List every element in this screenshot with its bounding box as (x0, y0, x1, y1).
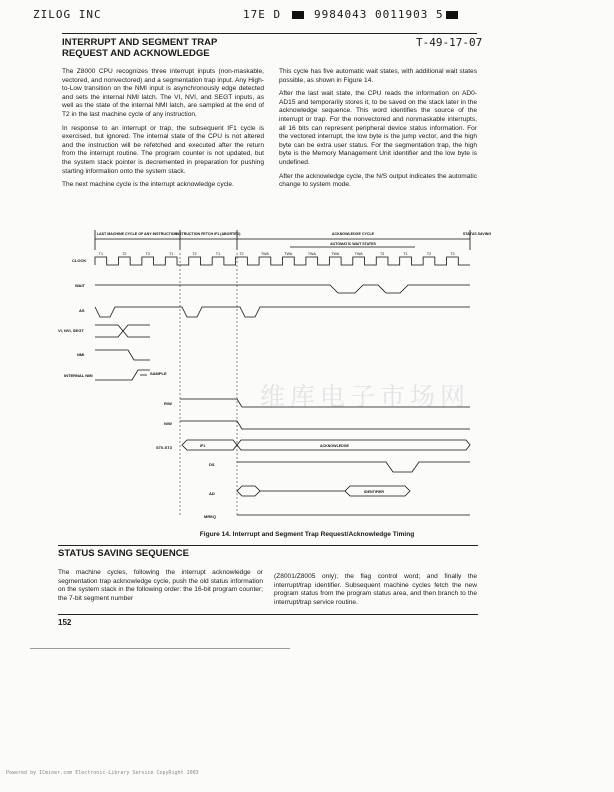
footer-copyright: Powered by ICminer.com Electronic-Library Service CopyRight 2003 (6, 770, 199, 776)
ad-id-label: IDENTIFIER (364, 490, 384, 494)
wait-waveform (95, 285, 470, 293)
status-left-text: The machine cycles, following the interrupt acknowledge or segmentation trap acknowledge cycle, push the old status information on the system stack in the following order: the 16-bit program counter; the 7-bit segment number (58, 569, 263, 602)
state-label: TWA (354, 252, 363, 256)
signal-wait: WAIT (75, 283, 85, 288)
timing-diagram (0, 225, 614, 525)
signal-rw: R/W (164, 401, 172, 406)
state-label: T1 (169, 252, 174, 256)
company-name: ZILOG INC (33, 8, 102, 21)
state-label: T2 (239, 252, 244, 256)
nmi-waveform (95, 350, 150, 360)
signal-ad: AD (209, 491, 215, 496)
signal-ds: DS (209, 462, 215, 467)
st-ack-label: ACKNOWLEDGE (320, 444, 349, 448)
state-label: TWA (284, 252, 293, 256)
state-labels (99, 252, 455, 256)
figure-caption: Figure 14. Interrupt and Segment Trap Request/Acknowledge Timing (199, 531, 415, 538)
nw-waveform (180, 421, 470, 429)
state-label: T3 (450, 252, 455, 256)
st-if-label: IF1 (200, 444, 206, 448)
as-waveform (95, 307, 470, 317)
signal-internal-nmi: INTERNAL NMI (64, 373, 93, 378)
paragraph: In response to an interrupt or trap, the subsequent IF1 cycle is exercised, but ignored. The internal state of the CPU is not altered and the instruction will be refetched and executed after the return from the interrupt routine. The program counter is not updated, but the system stack pointer is decremented in preparation for pushing starting information onto the system stack. (62, 124, 264, 175)
state-label: T3 (145, 252, 150, 256)
sample-label: SAMPLE (150, 371, 167, 376)
state-label: T2 (426, 252, 432, 256)
phase-label-ack: ACKNOWLEDGE CYCLE (331, 232, 375, 236)
state-label: T2 (122, 252, 127, 256)
signal-clock: CLOCK (72, 258, 87, 263)
signal-nw: N/W (164, 421, 172, 426)
page-number: 152 (58, 618, 72, 627)
paragraph: The next machine cycle is the interrupt acknowledge cycle. (62, 181, 234, 189)
paragraph: After the last wait state, the CPU reads the information on AD0-AD15 and temporarily stores it, to be saved on the stack later in the acknowledge sequence. This word identifies the source of the interrupt or trap. For the nonvectored and nonmaskable interrupts, all 16 bits can represent peripheral device status information. For the vectored interrupt, the low byte is the jump vector, and the high byte can be extra user status. For the segmentation trap, the high byte is the Memory Management Unit identifier and the low byte is undefined. (279, 90, 477, 166)
state-label: T1 (403, 252, 408, 256)
status-right-text: (Z8001/Z8005 only); the flag control word; and finally the interrupt/trap identifier. Subsequent machine cycles fetch the new program status from the program status area, and then branch to the interrupt/trap service routine. (274, 573, 477, 606)
state-label: T3 (379, 252, 385, 256)
right-column (279, 68, 477, 195)
paragraph: The Z8000 CPU recognizes three interrupt inputs (non-maskable, vectored, and nonvectored) and a segmentation trap input. Any High-to-Low transition on the NMI input is asynchronously edge detected and sets the internal NMI latch. The VI, NVI, and SEGT inputs, as well as the state of the internal NMI latch, are sampled at the end of T2 in the last machine cycle of any instruction. (62, 68, 264, 118)
phase-label-wait: AUTOMATIC WAIT STATES (330, 242, 376, 246)
left-column (62, 68, 264, 195)
signal-mreq: MREQ (204, 514, 216, 519)
section-rule (58, 545, 478, 546)
phase-label-fetch: INSTRUCTION FETCH IF1 (ABORTED) (175, 232, 241, 236)
state-label: TWA (260, 252, 269, 256)
paragraph: After the acknowledge cycle, the N/S output indicates the automatic change to system mode. (279, 172, 477, 189)
bar-mark (292, 11, 304, 19)
watermark: 维库电子市场网 (260, 382, 471, 411)
section-title: INTERRUPT AND SEGMENT TRAP REQUEST AND ACKNOWLEDGE (62, 37, 218, 59)
clock-waveform (95, 257, 470, 265)
cycle-boundaries (180, 253, 237, 515)
vi-waveform (95, 325, 150, 337)
scan-line (30, 648, 290, 649)
doc-code: 17E D (243, 8, 282, 21)
status-saving-title: STATUS SAVING SEQUENCE (58, 548, 189, 559)
phase-label-last: LAST MACHINE CYCLE OF ANY INSTRUCTION (96, 232, 178, 236)
state-label: TWA (331, 252, 340, 256)
signal-st: ST0-ST3 (156, 445, 173, 450)
ad-bus (237, 486, 410, 496)
signal-vi: VI, NVI, SEGT (58, 328, 84, 333)
state-label: T1 (215, 252, 221, 256)
top-rule (62, 33, 477, 34)
state-label: T1 (98, 252, 104, 256)
bottom-rule (58, 614, 478, 615)
state-label: TWA (307, 252, 316, 256)
catalog-number: 9984043 0011903 5 (314, 8, 444, 21)
signal-nmi: NMI (77, 352, 85, 357)
paragraph: This cycle has five automatic wait states, with additional wait states possible, as shown in Figure 14. (279, 68, 477, 84)
bar-mark (446, 11, 458, 19)
state-label: T2 (192, 252, 197, 256)
signal-as: AS (79, 308, 85, 313)
ds-waveform (237, 462, 470, 472)
page-reference: T-49-17-07 (416, 36, 483, 49)
phase-label-saving: STATUS SAVING (462, 232, 492, 236)
